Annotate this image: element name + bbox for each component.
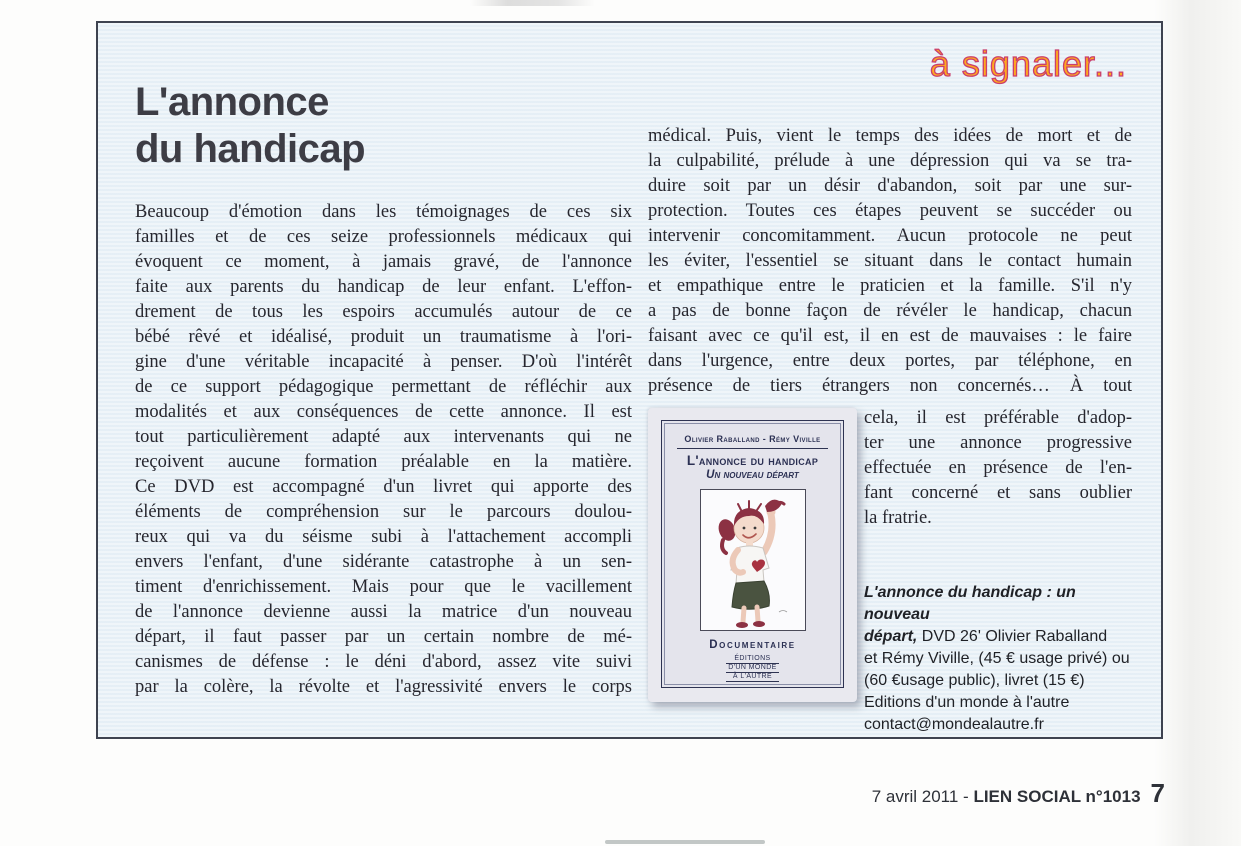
- text-line: effectuée en présence de l'en-: [864, 458, 1132, 478]
- column-right-top: [648, 124, 1132, 399]
- caption-line: et Rémy Viville, (45 € usage privé) ou: [864, 650, 1130, 667]
- text-line: éléments de compréhension sur le parcours doulou-: [135, 502, 632, 522]
- text-line: la culpabilité, prélude à une dépression qui va se tra-: [648, 151, 1132, 171]
- text-line: bébé rêvé et idéalisé, produit un traumatisme à l'ori-: [135, 327, 632, 347]
- dvd-cover-subtitle: Un nouveau départ: [706, 469, 799, 481]
- caption-line: (60 €usage public), livret (15 €): [864, 672, 1085, 689]
- text-line: protection. Toutes ces étapes peuvent se succéder ou: [648, 201, 1132, 221]
- text-line: de l'annonce devienne aussi la matrice d'un nouveau: [135, 602, 632, 622]
- text-line: duire soit par un désir d'abandon, soit par une sur-: [648, 176, 1132, 196]
- footer-journal: LIEN SOCIAL n°1013: [973, 787, 1141, 806]
- page-footer: [872, 778, 1165, 809]
- text-line: timent d'enrichissement. Mais pour que le vacillement: [135, 577, 632, 597]
- footer-page-number: 7: [1150, 778, 1165, 808]
- text-line: a pas de bonne façon de révéler le handicap, chacun: [648, 301, 1132, 321]
- book-caption: [864, 582, 1146, 736]
- text-line: reçoivent aucune formation préalable en la matière.: [135, 452, 632, 472]
- text-line: dans l'urgence, entre deux portes, par téléphone, en: [648, 351, 1132, 371]
- caption-line: Editions d'un monde à l'autre: [864, 694, 1070, 711]
- column-right-beside: [864, 406, 1132, 531]
- column-left: [135, 200, 632, 700]
- text-line: reux qui va du séisme subi à l'attachement accompli: [135, 527, 632, 547]
- section-header: à signaler...: [929, 43, 1127, 84]
- dvd-cover-photo: [648, 408, 857, 702]
- text-line: Beaucoup d'émotion dans les témoignages de ces six: [135, 202, 632, 222]
- text-line: canismes de défense : le déni d'abord, assez vite suivi: [135, 652, 632, 672]
- caption-line: départ, DVD 26' Olivier Raballand: [864, 628, 1108, 645]
- text-line: cela, il est préférable d'adop-: [864, 408, 1132, 428]
- text-line: les éviter, l'essentiel se situant dans le contact humain: [648, 251, 1132, 271]
- text-line: Ce DVD est accompagné d'un livret qui apporte des: [135, 477, 632, 497]
- text-line: envers l'enfant, d'une sidérante catastrophe à un sen-: [135, 552, 632, 572]
- text-line: faisant avec ce qu'il est, il en est de mauvaises : le faire: [648, 326, 1132, 346]
- article-title: [135, 79, 365, 173]
- article-panel: [96, 21, 1163, 739]
- divider: [677, 448, 828, 449]
- text-line: modalités et aux conséquences de cette annonce. Il est: [135, 402, 632, 422]
- dvd-cover-genre: Documentaire: [709, 639, 796, 651]
- text-line: présence de tiers étrangers non concernés… À tout: [648, 376, 1132, 396]
- publisher-line: À L'AUTRE: [726, 673, 779, 682]
- text-line: tout particulièrement adapté aux intervenants qui ne: [135, 427, 632, 447]
- publisher-line: D'UN MONDE: [728, 664, 777, 671]
- text-line: intervenir concomitamment. Aucun protocole ne peut: [648, 226, 1132, 246]
- scan-artifact-bottom: [605, 840, 765, 844]
- text-line: de ce support pédagogique permettant de réfléchir aux: [135, 377, 632, 397]
- dvd-cover: [648, 408, 857, 702]
- text-line: faite aux parents du handicap de leur enfant. L'effon-: [135, 277, 632, 297]
- footer-date: 7 avril 2011 -: [871, 787, 974, 806]
- dvd-publisher-logo: [726, 655, 779, 682]
- girl-illustration: [701, 490, 805, 630]
- text-line: et empathique entre le praticien et la famille. S'il n'y: [648, 276, 1132, 296]
- text-line: la fratrie.: [864, 508, 932, 528]
- scan-artifact-top: [470, 0, 595, 6]
- dvd-cover-title: L'annonce du handicap: [686, 453, 819, 468]
- dvd-illustration: [700, 489, 806, 631]
- text-line: gine d'une véritable incapacité à penser. D'où l'intérêt: [135, 352, 632, 372]
- text-line: drement de tous les espoirs accumulés autour de ce: [135, 302, 632, 322]
- caption-line: L'annonce du handicap : un nouveau: [864, 584, 1076, 623]
- dvd-cover-authors: Olivier Raballand - Rémy Viville: [684, 434, 821, 444]
- text-line: par la colère, la révolte et l'agressivité envers le corps: [135, 677, 632, 697]
- title-line-2: du handicap: [135, 127, 366, 171]
- text-line: fant concerné et sans oublier: [864, 483, 1132, 503]
- text-line: évoquent ce moment, à jamais gravé, de l'annonce: [135, 252, 632, 272]
- caption-line: contact@mondealautre.fr: [864, 716, 1044, 733]
- text-line: départ, il faut passer par un certain nombre de mé-: [135, 627, 632, 647]
- title-line-1: L'annonce: [135, 80, 329, 124]
- text-line: médical. Puis, vient le temps des idées de mort et de: [648, 126, 1132, 146]
- text-line: ter une annonce progressive: [864, 433, 1132, 453]
- text-line: familles et de ces seize professionnels médicaux qui: [135, 227, 632, 247]
- dvd-frame: [661, 420, 844, 688]
- publisher-line: ÉDITIONS: [726, 655, 779, 664]
